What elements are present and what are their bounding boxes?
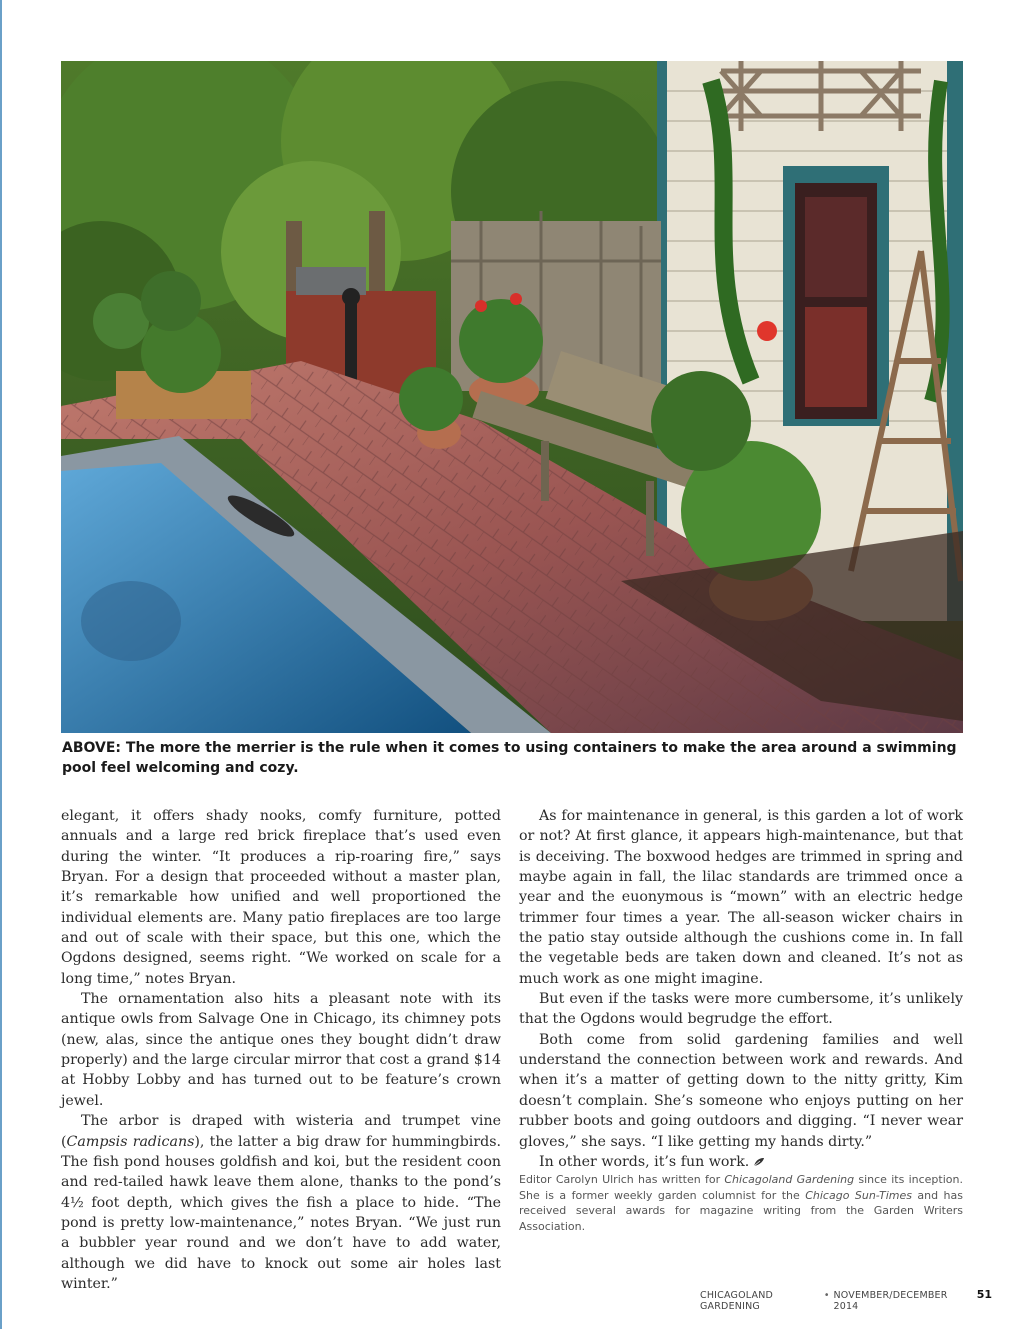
- paragraph: But even if the tasks were more cumbersome, it’s unlikely that the Ogdons would begrudge the effort.: [519, 991, 963, 1028]
- footer-issue: NOVEMBER/DECEMBER 2014: [833, 1290, 948, 1312]
- page-footer: [700, 1288, 992, 1312]
- text-run: ), the latter a big draw for hummingbirds. The fish pond houses goldfish and koi, but the resident coon and red-tailed hawk leave them alone, thanks to the pond’s 4½ foot depth, which gives the fish a place to hide. “The pond is pretty low-maintenance,” notes Bryan. “We just run a bubbler year round and we don’t have to add water, although we did have to knock out some air holes last winter.”: [61, 1133, 501, 1292]
- article-column-right: [519, 806, 963, 1234]
- paragraph: As for maintenance in general, is this garden a lot of work or not? At first glance, it appears high-maintenance, but that is deceiving. The boxwood hedges are trimmed in spring and maybe again in fall, the lilac standards are trimmed once a year and the euonymous is “mown” with an electric hedge trimmer four times a year. The all-season wicker chairs in the patio stay outside although the cushions come in. In fall the vegetable beds are taken down and cleaned. It’s not as much work as one might imagine.: [519, 808, 963, 987]
- footer-publication: CHICAGOLAND GARDENING: [700, 1290, 774, 1312]
- caption-lead: ABOVE:: [62, 740, 122, 756]
- caption-text: The more the merrier is the rule when it comes to using containers to make the area around a swimming pool feel welcoming and cozy.: [62, 740, 957, 776]
- paragraph: Both come from solid gardening families and well understand the connection between work and rewards. And when it’s a matter of getting down to the nitty gritty, Kim doesn’t complain. She’s someone who enjoys putting on her rubber boots and going outdoors and digging. “I never wear gloves,” she says. “I like getting my hands dirty.”: [519, 1031, 963, 1150]
- garden-pool-photo: [61, 61, 963, 733]
- photo-caption: [62, 738, 966, 778]
- paragraph: The ornamentation also hits a pleasant note with its antique owls from Salvage One in Chicago, its chimney pots (new, alas, since the antique ones they bought didn’t draw properly) and the large circular mirror that cost a grand $14 at Hobby Lobby and has turned out to be feature’s crown jewel.: [61, 991, 501, 1109]
- paragraph: [519, 1152, 963, 1172]
- bio-text: Editor Carolyn Ulrich has written for: [519, 1173, 725, 1187]
- bio-text: and has received several awards for magazine writing from the Garden Writers Association.: [519, 1188, 963, 1233]
- paragraph: [61, 1111, 501, 1294]
- text-run: The arbor is draped with wisteria and trumpet vine (: [61, 1113, 501, 1150]
- paragraph: elegant, it offers shady nooks, comfy furniture, potted annuals and a large red brick fireplace that’s used even during the winter. “It produces a rip-roaring fire,” says Bryan. For a design that proceeded without a master plan, it’s remarkable how unified and well proportioned the individual elements are. Many patio fireplaces are too large and out of scale with their space, but this one, which the Ogdons designed, seems right. “We worked on scale for a long time,” notes Bryan.: [61, 808, 501, 987]
- closing-line: In other words, it’s fun work.: [539, 1153, 750, 1170]
- article-column-left: [61, 806, 501, 1294]
- bio-publication: Chicago Sun-Times: [805, 1188, 912, 1202]
- author-bio: [519, 1172, 963, 1234]
- footer-separator: •: [823, 1290, 830, 1301]
- page-number: 51: [976, 1288, 992, 1301]
- latin-name: Campsis radicans: [66, 1133, 195, 1150]
- page-edge-line: [0, 0, 2, 1329]
- bio-text: since its inception. She is a former weekly garden columnist for the: [519, 1173, 963, 1202]
- bio-publication: Chicagoland Gardening: [724, 1173, 855, 1187]
- leaf-end-mark-icon: [753, 1157, 765, 1167]
